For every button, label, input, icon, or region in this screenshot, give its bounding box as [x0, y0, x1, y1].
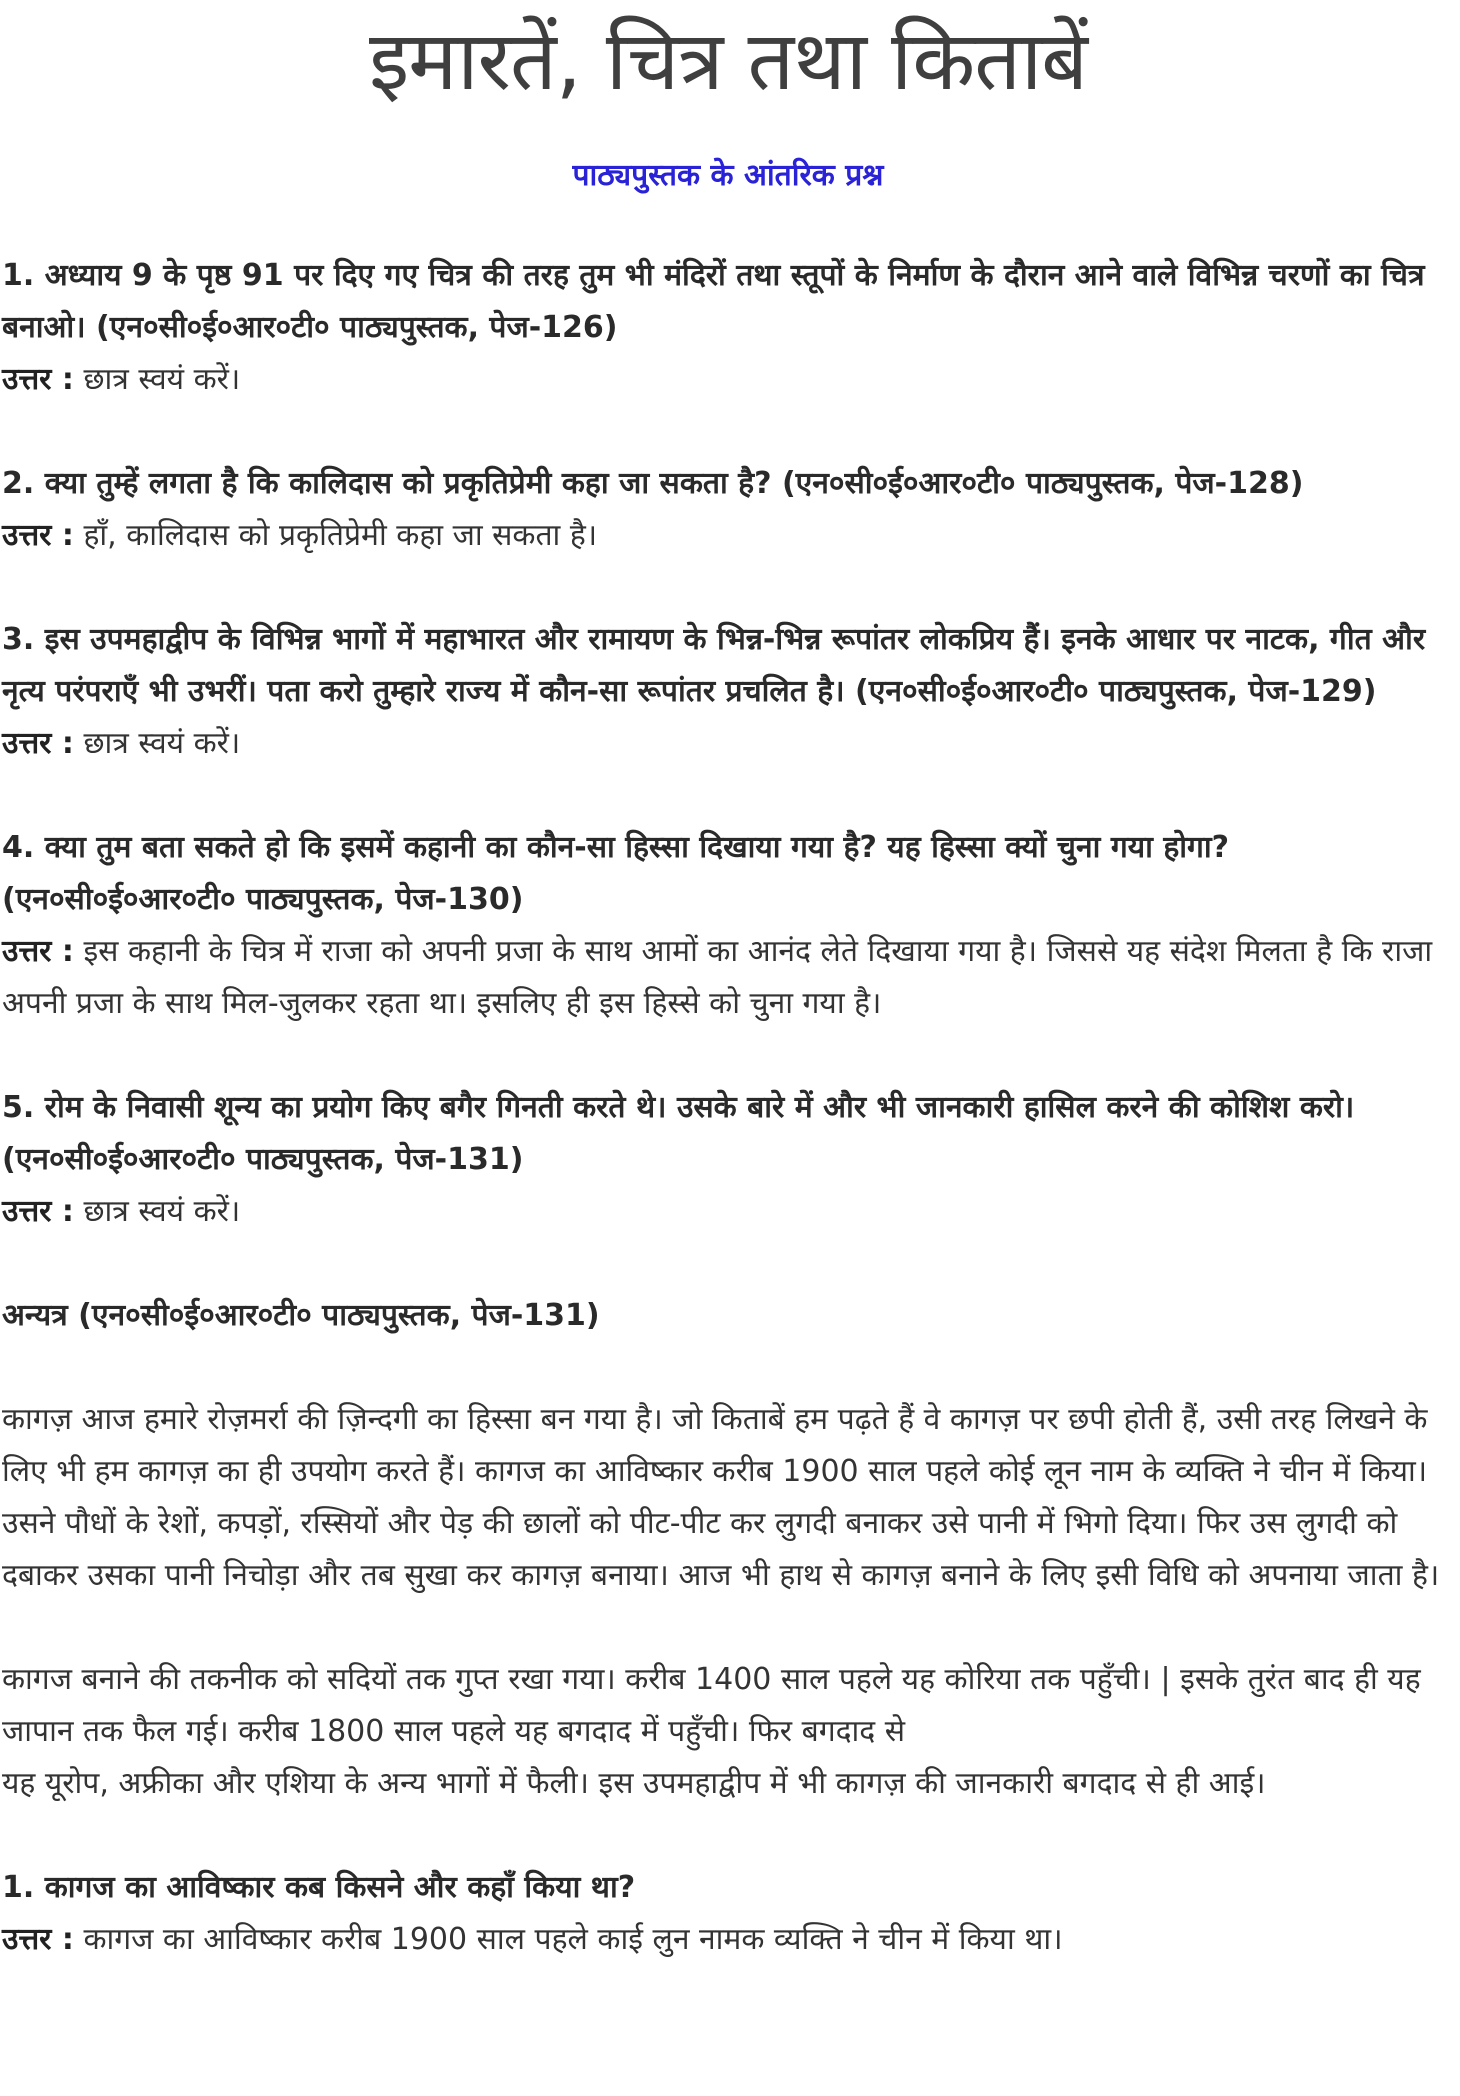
answer-2: [2, 510, 1454, 562]
paragraph-kagaz-spread: [2, 1654, 1454, 1810]
answer-text: छात्र स्वयं करें।: [83, 1194, 241, 1229]
final-qa-block: [2, 1862, 1454, 1966]
question-4: 4. क्या तुम बता सकते हो कि इसमें कहानी का कौन-सा हिस्सा दिखाया गया है? यह हिस्सा क्यों चुना गया होगा? (एन०सी०ई०आर०टी० पाठ्यपुस्तक, पेज-130): [2, 830, 1230, 917]
answer-text: छात्र स्वयं करें।: [83, 362, 241, 397]
paragraph-kagaz-spread-line-2: यह यूरोप, अफ्रीका और एशिया के अन्य भागों में फैली। इस उपमहाद्वीप में भी कागज़ की जानकारी बगदाद से ही आई।: [2, 1766, 1266, 1801]
answer-label: उत्तर :: [2, 726, 74, 761]
paragraph-kagaz-history: कागज़ आज हमारे रोज़मर्रा की ज़िन्दगी का हिस्सा बन गया है। जो किताबें हम पढ़ते हैं वे कागज़ पर छपी होती हैं, उसी तरह लिखने के लिए भी हम कागज़ का ही उपयोग करते हैं। कागज का आविष्कार करीब 1900 साल पहले कोई लून नाम के व्यक्ति ने चीन में किया। उसने पौधों के रेशों, कपड़ों, रस्सियों और पेड़ की छालों को पीट-पीट कर लुगदी बनाकर उसे पानी में भिगो दिया। फिर उस लुगदी को दबाकर उसका पानी निचोड़ा और तब सुखा कर कागज़ बनाया। आज भी हाथ से कागज़ बनाने के लिए इसी विधि को अपनाया जाता है।: [2, 1402, 1440, 1593]
answer-text: हाँ, कालिदास को प्रकृतिप्रेमी कहा जा सकता है।: [83, 518, 598, 553]
final-question: 1. कागज का आविष्कार कब किसने और कहाँ किया था?: [2, 1870, 636, 1905]
qa-block-2: [2, 458, 1454, 562]
qa-block-3: [2, 614, 1454, 770]
answer-label: उत्तर :: [2, 362, 74, 397]
answer-label: उत्तर :: [2, 1922, 74, 1957]
answer-label: उत्तर :: [2, 934, 74, 969]
final-answer: [2, 1914, 1454, 1966]
answer-label: उत्तर :: [2, 518, 74, 553]
answer-3: [2, 718, 1454, 770]
answer-text: कागज का आविष्कार करीब 1900 साल पहले काई लुन नामक व्यक्ति ने चीन में किया था।: [83, 1922, 1063, 1957]
page-title: इमारतें, चित्र तथा किताबें: [368, 14, 1088, 109]
answer-label: उत्तर :: [2, 1194, 74, 1229]
answer-text: छात्र स्वयं करें।: [83, 726, 241, 761]
question-2: 2. क्या तुम्हें लगता है कि कालिदास को प्रकृतिप्रेमी कहा जा सकता है? (एन०सी०ई०आर०टी० पाठ्यपुस्तक, पेज-128): [2, 466, 1304, 501]
answer-5: [2, 1186, 1454, 1238]
qa-block-4: [2, 822, 1454, 1030]
answer-4: [2, 926, 1454, 1030]
answer-text: इस कहानी के चित्र में राजा को अपनी प्रजा के साथ आमों का आनंद लेते दिखाया गया है। जिससे यह संदेश मिलता है कि राजा अपनी प्रजा के साथ मिल-जुलकर रहता था। इसलिए ही इस हिस्से को चुना गया है।: [2, 934, 1433, 1021]
paragraph-kagaz-spread-line-1: कागज बनाने की तकनीक को सदियों तक गुप्त रखा गया। करीब 1400 साल पहले यह कोरिया तक पहुँची। | इसके तुरंत बाद ही यह जापान तक फैल गई। करीब 1800 साल पहले यह बगदाद में पहुँची। फिर बगदाद से: [2, 1662, 1421, 1749]
qa-block-1: [2, 250, 1454, 406]
answer-1: [2, 354, 1454, 406]
anyatra-heading: अन्यत्र (एन०सी०ई०आर०टी० पाठ्यपुस्तक, पेज-131): [2, 1298, 600, 1333]
qa-block-5: [2, 1082, 1454, 1238]
question-5: 5. रोम के निवासी शून्य का प्रयोग किए बगैर गिनती करते थे। उसके बारे में और भी जानकारी हासिल करने की कोशिश करो। (एन०सी०ई०आर०टी० पाठ्यपुस्तक, पेज-131): [2, 1090, 1355, 1177]
section-subtitle: पाठ्यपुस्तक के आंतरिक प्रश्न: [572, 158, 884, 193]
question-3: 3. इस उपमहाद्वीप के विभिन्न भागों में महाभारत और रामायण के भिन्न-भिन्न रूपांतर लोकप्रिय हैं। इनके आधार पर नाटक, गीत और नृत्य परंपराएँ भी उभरीं। पता करो तुम्हारे राज्य में कौन-सा रूपांतर प्रचलित है। (एन०सी०ई०आर०टी० पाठ्यपुस्तक, पेज-129): [2, 622, 1426, 709]
question-1: 1. अध्याय 9 के पृष्ठ 91 पर दिए गए चित्र की तरह तुम भी मंदिरों तथा स्तूपों के निर्माण के दौरान आने वाले विभिन्न चरणों का चित्र बनाओ। (एन०सी०ई०आर०टी० पाठ्यपुस्तक, पेज-126): [2, 258, 1425, 345]
